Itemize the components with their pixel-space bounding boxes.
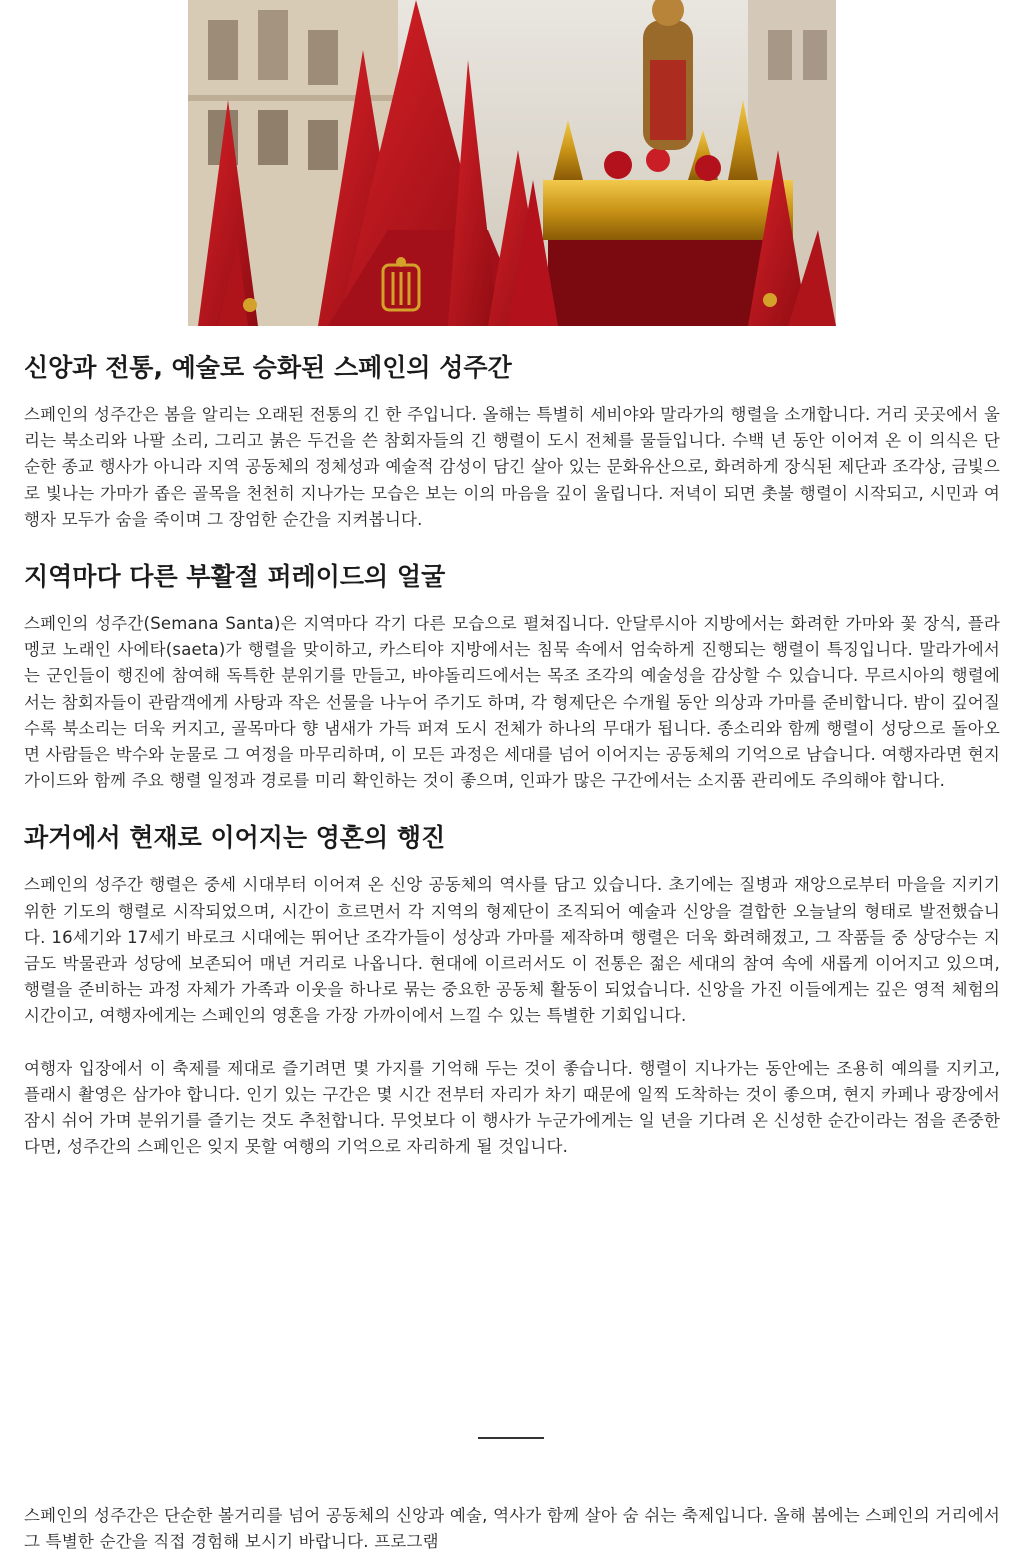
section-paragraph-2: 여행자 입장에서 이 축제를 제대로 즐기려면 몇 가지를 기억해 두는 것이 좋습니다. 행렬이 지나가는 동안에는 조용히 예의를 지키고, 플래시 촬영은 삼가야 합니다. 인기 있는 구간은 몇 시간 전부터 자리가 차기 때문에 일찍 도착하는 것이 좋으며, 현지 카페나 광장에서 잠시 쉬어 가며 분위기를 즐기는 것도 추천합니다. 무엇보다 이 행사가 누군가에게는 일 년을 기다려 온 신성한 순간이라는 점을 존중한다면, 성주간의 스페인은 잊지 못할 여행의 기억으로 자리하게 될 것입니다.	[24, 1058, 1000, 1157]
section-paragraph: 스페인의 성주간 행렬은 중세 시대부터 이어져 온 신앙 공동체의 역사를 담고 있습니다. 초기에는 질병과 재앙으로부터 마을을 지키기 위한 기도의 행렬로 시작되었으며, 시간이 흐르면서 각 지역의 형제단이 조직되어 예술과 신앙을 결합한 오늘날의 형태로 발전했습니다. 16세기와 17세기 바로크 시대에는 뛰어난 조각가들이 성상과 가마를 제작하며 행렬은 더욱 화려해졌고, 그 작품들 중 상당수는 지금도 박물관과 성당에 보존되어 매년 거리로 나옵니다. 현대에 이르러서도 이 전통은 젊은 세대의 참여 속에 새롭게 이어지고 있으며, 행렬을 준비하는 과정 자체가 가족과 이웃을 하나로 묶는 중요한 공동체 활동이 되었습니다. 신앙을 가진 이들에게는 깊은 영적 체험의 시간이고, 여행자에게는 스페인의 영혼을 가장 가까이에서 느낄 수 있는 특별한 기회입니다.	[24, 875, 1000, 1026]
section-heading: 과거에서 현재로 이어지는 영혼의 행진	[24, 823, 446, 853]
hero-image	[188, 0, 836, 326]
section-faith-tradition	[24, 350, 1000, 533]
closing-paragraph: 스페인의 성주간은 단순한 볼거리를 넘어 공동체의 신앙과 예술, 역사가 함께 살아 숨 쉬는 축제입니다. 올해 봄에는 스페인의 거리에서 그 특별한 순간을 직접 경험해 보시기 바랍니다. 프로그램	[24, 1505, 1000, 1551]
section-heading: 신앙과 전통, 예술로 승화된 스페인의 성주간	[24, 353, 512, 382]
section-heading: 지역마다 다른 부활절 퍼레이드의 얼굴	[24, 562, 446, 592]
section-paragraph: 스페인의 성주간(Semana Santa)은 지역마다 각기 다른 모습으로 펼쳐집니다. 안달루시아 지방에서는 화려한 가마와 꽃 장식, 플라멩코 노래인 사에타(saeta)가 행렬을 맞이하고, 카스티야 지방에서는 침묵 속에서 엄숙하게 진행되는 행렬이 특징입니다. 말라가에서는 군인들이 행진에 참여해 독특한 분위기를 만들고, 바야돌리드에서는 목조 조각의 예술성을 감상할 수 있습니다. 무르시아의 행렬에서는 참회자들이 관람객에게 사탕과 작은 선물을 나누어 주기도 하며, 각 형제단은 수개월 동안 의상과 가마를 준비합니다. 밤이 깊어질수록 북소리는 더욱 커지고, 골목마다 향 냄새가 가득 퍼져 도시 전체가 하나의 무대가 됩니다. 종소리와 함께 행렬이 성당으로 돌아오면 사람들은 박수와 눈물로 그 여정을 마무리하며, 이 모든 과정은 세대를 넘어 이어지는 공동체의 기억으로 남습니다. 여행자라면 현지 가이드와 함께 주요 행렬 일정과 경로를 미리 확인하는 것이 좋으며, 인파가 많은 구간에서는 소지품 관리에도 주의해야 합니다.	[24, 614, 1000, 791]
procession-illustration	[188, 0, 836, 326]
section-history	[24, 820, 1000, 1160]
section-divider	[478, 1437, 544, 1439]
section-regional-parades	[24, 559, 1000, 794]
article-body	[24, 350, 1000, 1186]
section-paragraph: 스페인의 성주간은 봄을 알리는 오래된 전통의 긴 한 주입니다. 올해는 특별히 세비야와 말라가의 행렬을 소개합니다. 거리 곳곳에서 울리는 북소리와 나팔 소리, 그리고 붉은 두건을 쓴 참회자들의 긴 행렬이 도시 전체를 물들입니다. 수백 년 동안 이어져 온 이 의식은 단순한 종교 행사가 아니라 지역 공동체의 정체성과 예술적 감성이 담긴 살아 있는 문화유산으로, 화려하게 장식된 제단과 조각상, 금빛으로 빛나는 가마가 좁은 골목을 천천히 지나가는 모습은 보는 이의 마음을 깊이 울립니다. 저녁이 되면 촛불 행렬이 시작되고, 시민과 여행자 모두가 숨을 죽이며 그 장엄한 순간을 지켜봅니다.	[24, 405, 1000, 529]
